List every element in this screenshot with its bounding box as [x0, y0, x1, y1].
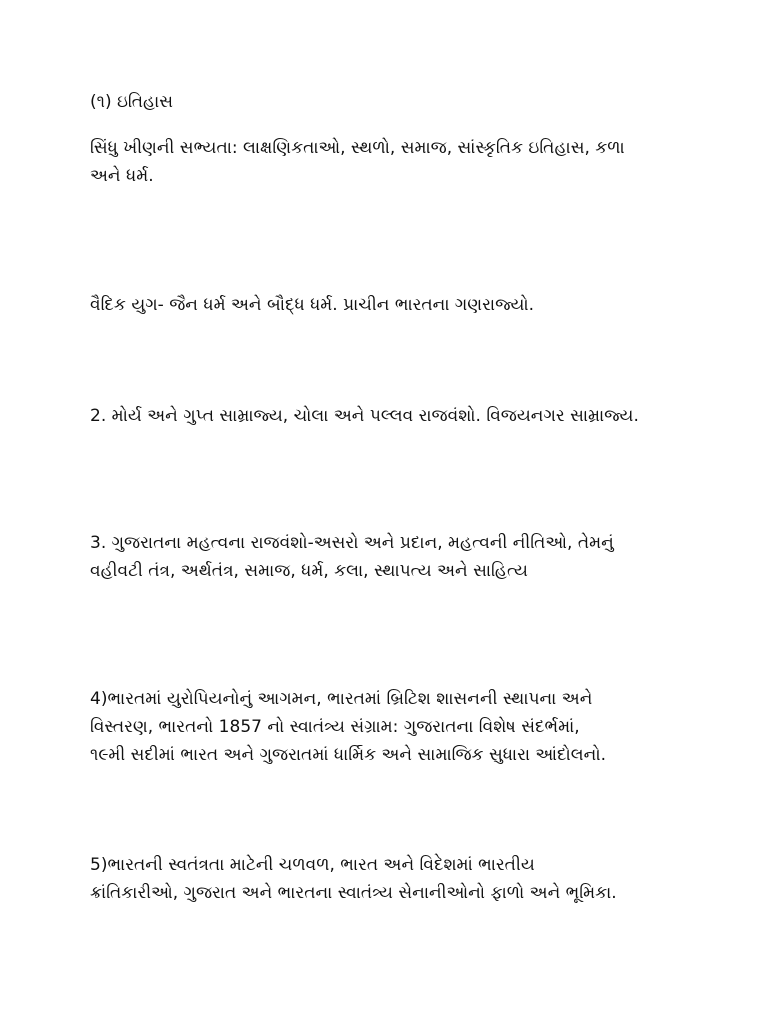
paragraph-maurya-gupta: [90, 402, 690, 430]
paragraph-line: વહીવટી તંત્ર, અર્થતંત્ર, સમાજ, ધર્મ, કલા, સ્થાપત્ય અને સાહિત્ય: [90, 561, 528, 581]
paragraph-line: ક્રાંતિકારીઓ, ગુજરાત અને ભારતના સ્વાતંત્ર્ય સેનાનીઓનો ફાળો અને ભૂમિકા.: [90, 883, 617, 903]
paragraph-line: 4)ભારતમાં યુરોપિયનોનું આગમન, ભારતમાં બ્રિટિશ શાસનની સ્થાપના અને: [90, 689, 593, 709]
paragraph-line: સિંધુ ખીણની સભ્યતા: લાક્ષણિકતાઓ, સ્થળો, સમાજ, સાંસ્કૃતિક ઇતિહાસ, કળા: [90, 138, 625, 158]
paragraph-line: ૧૯મી સદીમાં ભારત અને ગુજરાતમાં ધાર્મિક અને સામાજિક સુધારા આંદોલનો.: [90, 745, 606, 765]
heading-text: (૧) ઇતિહાસ: [90, 92, 174, 112]
section-heading: [90, 88, 690, 116]
paragraph-freedom-movement: [90, 851, 690, 907]
paragraph-line: વૈદિક યુગ- જૈન ધર્મ અને બૌદ્ધ ધર્મ. પ્રાચીન ભારતના ગણરાજ્યો.: [90, 295, 535, 315]
paragraph-european-arrival: [90, 685, 690, 769]
paragraph-line: વિસ્તરણ, ભારતનો 1857 નો સ્વાતંત્ર્ય સંગ્રામ: ગુજરાતના વિશેષ સંદર્ભમાં,: [90, 717, 580, 737]
paragraph-line: અને ધર્મ.: [90, 166, 154, 186]
paragraph-indus-valley: [90, 134, 690, 190]
paragraph-gujarat-dynasties: [90, 529, 690, 585]
paragraph-line: 3. ગુજરાતના મહત્વના રાજવંશો-અસરો અને પ્રદાન, મહત્વની નીતિઓ, તેમનું: [90, 533, 614, 553]
paragraph-line: 2. મોર્ય અને ગુપ્ત સામ્રાજ્ય, ચોલા અને પલ્લવ રાજવંશો. વિજયનગર સામ્રાજ્ય.: [90, 406, 639, 426]
paragraph-line: 5)ભારતની સ્વતંત્રતા માટેની ચળવળ, ભારત અને વિદેશમાં ભારતીય: [90, 855, 535, 875]
paragraph-vedic-age: [90, 291, 690, 319]
